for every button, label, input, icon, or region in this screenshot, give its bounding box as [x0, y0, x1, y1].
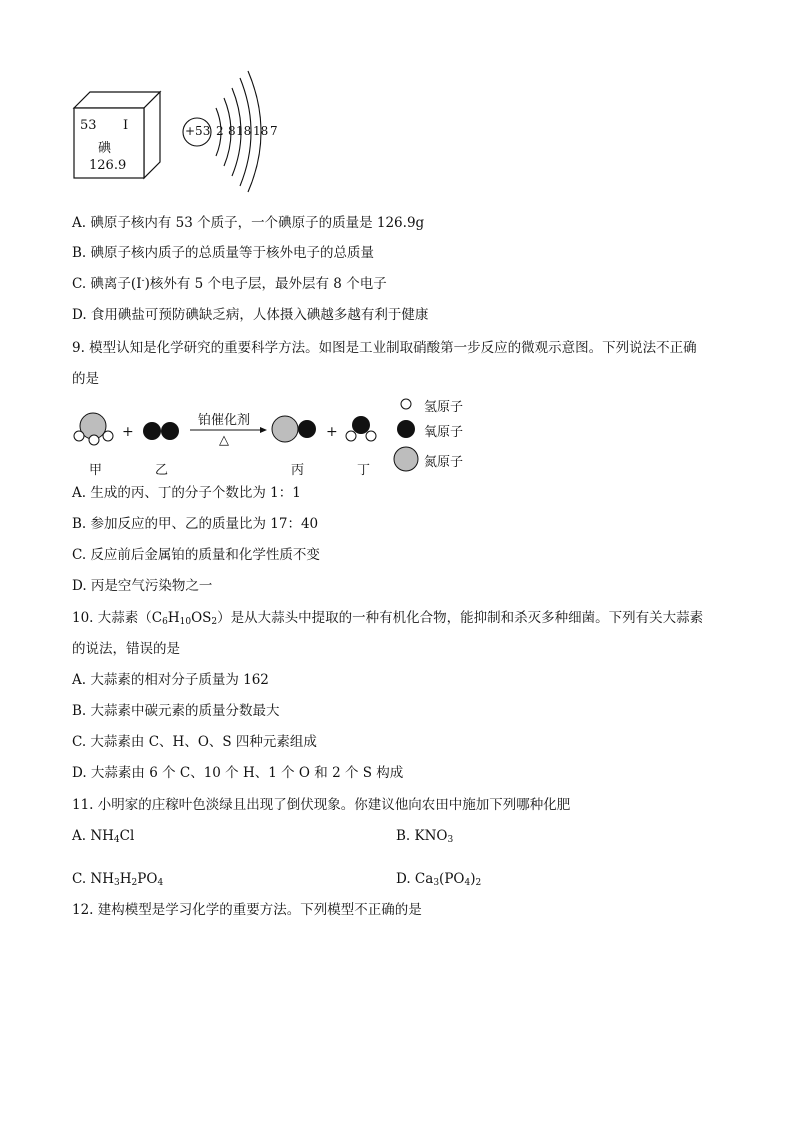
q8-option-c: C. 碘离子(I-)核外有 5 个电子层，最外层有 8 个电子 [72, 276, 387, 292]
label-bing: 丙 [291, 463, 305, 478]
shell-1: 2 [216, 124, 224, 138]
q8-option-a: A. 碘原子核内有 53 个质子，一个碘原子的质量是 126.9g [72, 215, 425, 231]
plus-sign-2: + [326, 424, 338, 440]
atomic-number: 53 [80, 118, 97, 133]
catalyst-label: 铂催化剂 [198, 413, 251, 428]
q11-option-d: D. $Ca_3(PO_4)_2$ [396, 871, 482, 888]
q10-option-b: B. 大蒜素中碳元素的质量分数最大 [72, 703, 280, 719]
legend-oxygen: 氧原子 [424, 425, 464, 440]
q8-option-d: D. 食用碘盐可预防碘缺乏病，人体摄入碘越多越有利于健康 [72, 307, 429, 323]
element-symbol: I [123, 118, 129, 133]
q9-option-b: B. 参加反应的甲、乙的质量比为 17：40 [72, 516, 319, 532]
molecule-bing [272, 416, 316, 442]
molecule-yi [143, 422, 179, 440]
q10-option-a: A. 大蒜素的相对分子质量为 162 [72, 672, 269, 688]
q11-stem: 11. 小明家的庄稼叶色淡绿且出现了倒伏现象。你建议他向农田中施加下列哪种化肥 [72, 797, 571, 813]
molecule-jia [74, 413, 113, 445]
shell-3: 18 [236, 124, 252, 138]
nucleus-charge: +53 [185, 124, 211, 138]
molecule-ding [346, 416, 376, 441]
q9-option-c: C. 反应前后金属铂的质量和化学性质不变 [72, 547, 320, 563]
heat-symbol: △ [219, 433, 229, 448]
q9-option-a: A. 生成的丙、丁的分子个数比为 1：1 [72, 485, 301, 501]
q12-stem: 12. 建构模型是学习化学的重要方法。下列模型不正确的是 [72, 902, 422, 918]
q11-option-c: C. $NH_3H_2PO_4$ [72, 871, 164, 888]
q11-option-b: B. $KNO_3$ [396, 828, 454, 845]
q10-option-d: D. 大蒜素由 6 个 C、10 个 H、1 个 O 和 2 个 S 构成 [72, 765, 404, 781]
q11-option-a: A. $NH_4Cl$ [72, 828, 135, 845]
q9-stem-line1: 9. 模型认知是化学研究的重要科学方法。如图是工业制取硝酸第一步反应的微观示意图。下列说法不正确 [72, 340, 697, 356]
label-ding: 丁 [357, 463, 371, 478]
shell-2: 8 [228, 124, 236, 138]
label-jia: 甲 [89, 463, 103, 478]
label-yi: 乙 [155, 463, 169, 478]
element-name: 碘 [98, 141, 112, 156]
legend-hydrogen: 氢原子 [424, 400, 464, 415]
q10-stem-line2: 的说法，错误的是 [72, 641, 180, 657]
q9-stem-line2: 的是 [72, 371, 99, 387]
q9-option-d: D. 丙是空气污染物之一 [72, 578, 213, 594]
legend-nitrogen: 氮原子 [424, 455, 464, 470]
legend-symbols [392, 394, 422, 474]
shell-5: 7 [270, 124, 278, 138]
atomic-mass: 126.9 [89, 158, 127, 173]
q10-option-c: C. 大蒜素由 C、H、O、S 四种元素组成 [72, 734, 317, 750]
q10-stem-line1: 10. 大蒜素$(C_6H_{10}OS_2)$是从大蒜头中提取的一种有机化合物，能抑制和杀灭多种细菌。下列有关大蒜素 [72, 610, 704, 627]
q8-option-b: B. 碘原子核内质子的总质量等于核外电子的总质量 [72, 245, 375, 261]
shell-4: 18 [253, 124, 269, 138]
plus-sign-1: + [122, 424, 134, 440]
